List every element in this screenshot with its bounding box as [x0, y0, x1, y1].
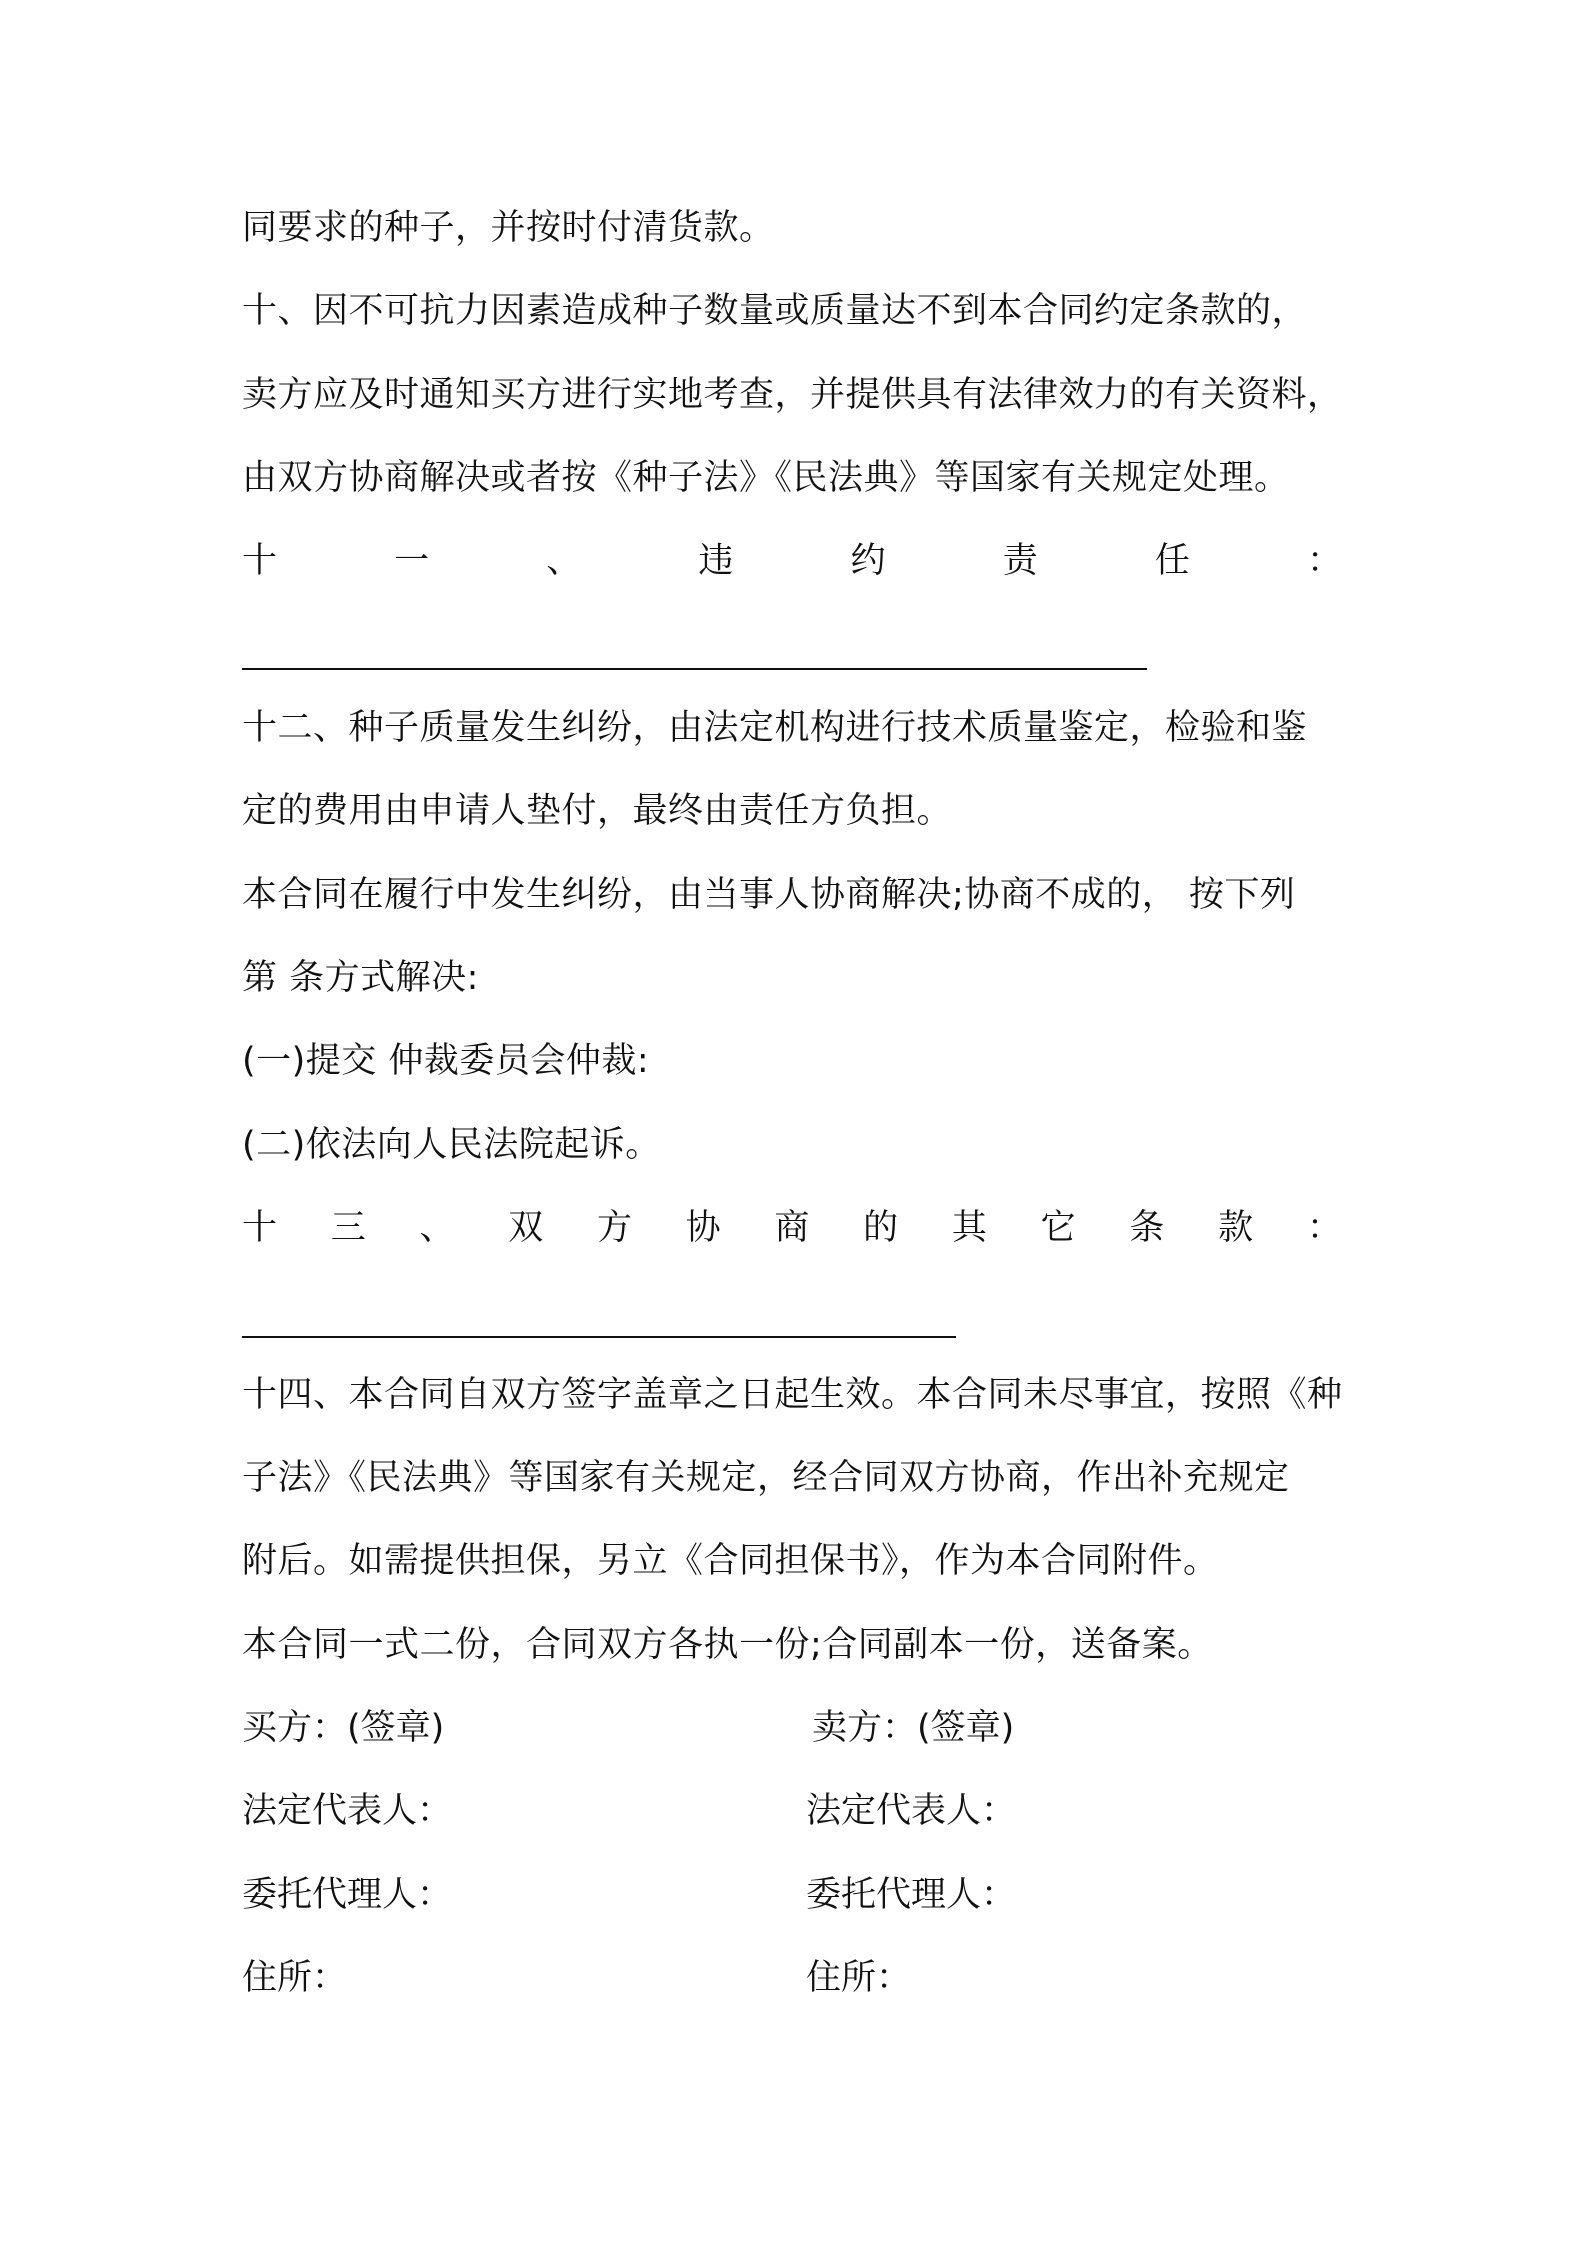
- clause-12-line-1: 十二、种子质量发生纠纷，由法定机构进行技术质量鉴定，检验和鉴: [242, 708, 1308, 748]
- seller-legal-rep-label: 法定代表人：: [806, 1791, 1017, 1831]
- clause-14-line-1: 十四、本合同自双方签字盖章之日起生效。本合同未尽事宜，按照《种: [242, 1375, 1343, 1415]
- clause-13-char: 条: [1129, 1208, 1165, 1248]
- clause-11-char: 任: [1154, 541, 1190, 581]
- dispute-option-1: (一)提交 仲裁委员会仲裁:: [242, 1041, 650, 1081]
- clause-10-line-2: 卖方应及时通知买方进行实地考查，并提供具有法律效力的有关资料，: [242, 375, 1343, 415]
- clause-10-line-1: 十、因不可抗力因素造成种子数量或质量达不到本合同约定条款的，: [242, 291, 1308, 331]
- clause-11-char: 责: [1002, 541, 1038, 581]
- seller-address-label: 住所：: [806, 1958, 912, 1998]
- dispute-line-1: 本合同在履行中发生纠纷，由当事人协商解决;协商不成的， 按下列: [242, 875, 1296, 915]
- clause-11-blank-line: [242, 668, 1147, 670]
- seller-agent-label: 委托代理人：: [806, 1875, 1017, 1915]
- clause-11-heading: [242, 536, 1342, 586]
- clause-11-char: 约: [850, 541, 886, 581]
- clause-13-char: 三: [330, 1208, 366, 1248]
- copies-line: 本合同一式二份，合同双方各执一份;合同副本一份，送备案。: [242, 1625, 1213, 1665]
- clause-13-char: 其: [951, 1208, 987, 1248]
- clause-10-line-3: 由双方协商解决或者按《种子法》《民法典》等国家有关规定处理。: [242, 458, 1290, 498]
- clause-13-heading: [242, 1203, 1342, 1253]
- text-line: 同要求的种子，并按时付清货款。: [242, 208, 775, 248]
- seller-seal-label: 卖方：(签章): [812, 1708, 1015, 1748]
- buyer-agent-label: 委托代理人：: [242, 1875, 453, 1915]
- clause-11-char: 一: [394, 541, 430, 581]
- clause-13-char: 、: [419, 1208, 455, 1248]
- clause-13-char: 的: [863, 1208, 899, 1248]
- clause-13-char: 款: [1218, 1208, 1254, 1248]
- clause-14-line-3: 附后。如需提供担保，另立《合同担保书》，作为本合同附件。: [242, 1541, 1219, 1581]
- clause-13-blank-line: [242, 1336, 956, 1338]
- clause-13-char: ：: [1306, 1208, 1342, 1248]
- clause-13-char: 双: [508, 1208, 544, 1248]
- buyer-legal-rep-label: 法定代表人：: [242, 1791, 453, 1831]
- clause-13-char: 协: [685, 1208, 721, 1248]
- clause-11-char: 十: [242, 541, 278, 581]
- buyer-address-label: 住所：: [242, 1958, 348, 1998]
- clause-13-char: 商: [774, 1208, 810, 1248]
- clause-13-char: 方: [596, 1208, 632, 1248]
- clause-11-char: 违: [698, 541, 734, 581]
- clause-12-line-2: 定的费用由申请人垫付，最终由责任方负担。: [242, 791, 953, 831]
- buyer-seal-label: 买方：(签章): [242, 1708, 445, 1748]
- clause-13-char: 它: [1040, 1208, 1076, 1248]
- clause-13-char: 十: [242, 1208, 278, 1248]
- dispute-option-2: (二)依法向人民法院起诉。: [242, 1125, 661, 1165]
- dispute-line-2: 第 条方式解决:: [242, 958, 479, 998]
- clause-14-line-2: 子法》《民法典》等国家有关规定，经合同双方协商，作出补充规定: [242, 1458, 1290, 1498]
- clause-11-char: ：: [1306, 541, 1342, 581]
- clause-11-char: 、: [546, 541, 582, 581]
